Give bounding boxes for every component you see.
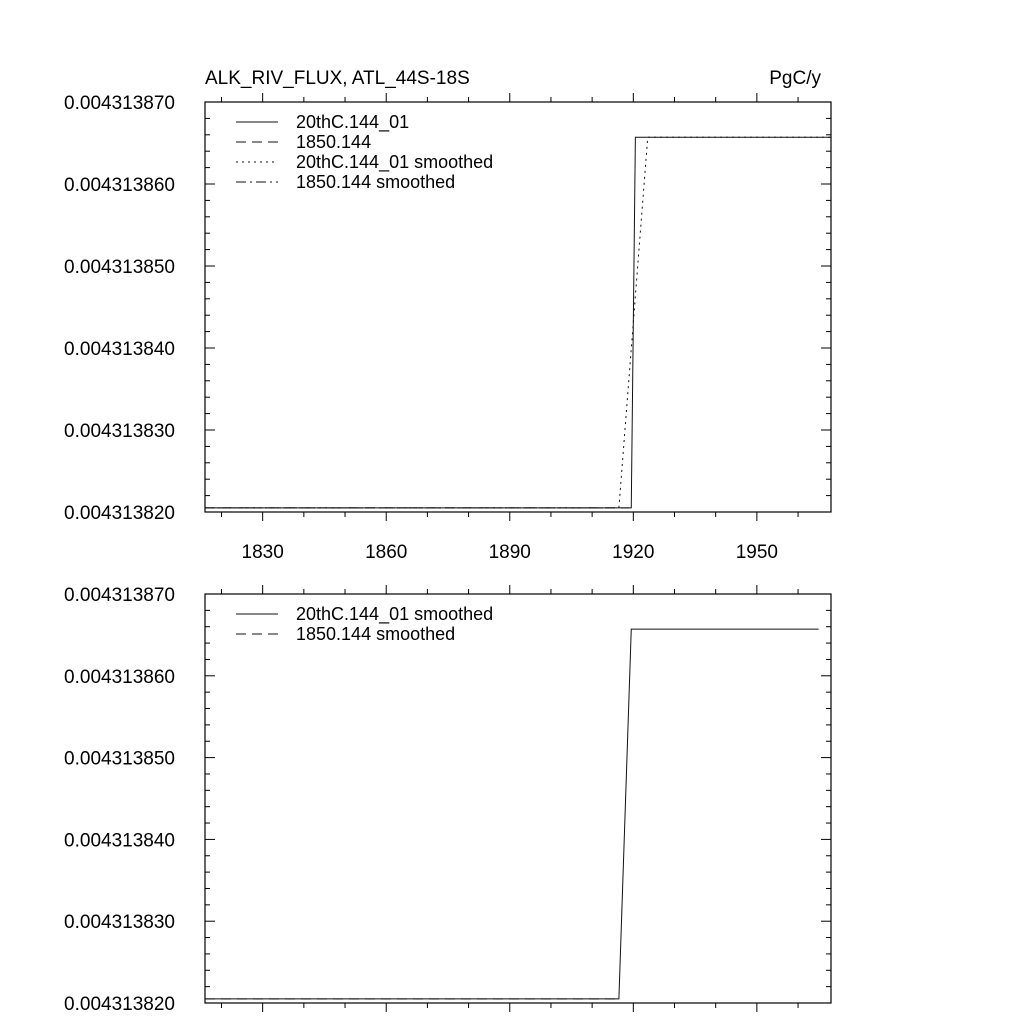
legend-entry: 20thC.144_01 smoothed — [296, 604, 494, 624]
y-tick-label: 0.004313870 — [64, 93, 175, 114]
legend-entry: 20thC.144_01 — [296, 112, 410, 132]
x-tick-label: 1860 — [365, 542, 408, 563]
x-tick-label: 1950 — [735, 542, 779, 563]
y-tick-label: 0.004313840 — [64, 830, 175, 852]
y-tick-label: 0.004313820 — [64, 994, 175, 1015]
bottom-panel — [64, 585, 831, 1015]
series-line — [205, 137, 831, 508]
y-tick-label: 0.004313830 — [64, 421, 175, 442]
y-tick-label: 0.004313840 — [64, 339, 175, 360]
x-tick-label: 1920 — [612, 542, 655, 563]
x-tick-label: 1830 — [241, 542, 284, 563]
chart-title: ALK_RIV_FLUX, ATL_44S-18S — [205, 68, 470, 89]
legend-entry: 20thC.144_01 smoothed — [296, 152, 494, 172]
y-tick-label: 0.004313820 — [64, 503, 175, 524]
series-line — [205, 137, 831, 508]
legend-entry: 1850.144 smoothed — [296, 624, 456, 644]
y-tick-label: 0.004313860 — [64, 666, 175, 688]
plot-frame — [205, 594, 831, 1003]
y-tick-label: 0.004313860 — [64, 175, 175, 196]
legend-entry: 1850.144 — [296, 132, 372, 152]
y-tick-label: 0.004313850 — [64, 748, 175, 770]
legend-entry: 1850.144 smoothed — [296, 172, 456, 192]
x-tick-label: 1890 — [488, 542, 531, 563]
y-tick-label: 0.004313870 — [64, 585, 175, 606]
y-tick-label: 0.004313830 — [64, 912, 175, 934]
units-label: PgC/y — [769, 68, 821, 89]
y-tick-label: 0.004313850 — [64, 257, 175, 278]
series-line — [205, 629, 819, 999]
top-panel — [64, 68, 831, 563]
